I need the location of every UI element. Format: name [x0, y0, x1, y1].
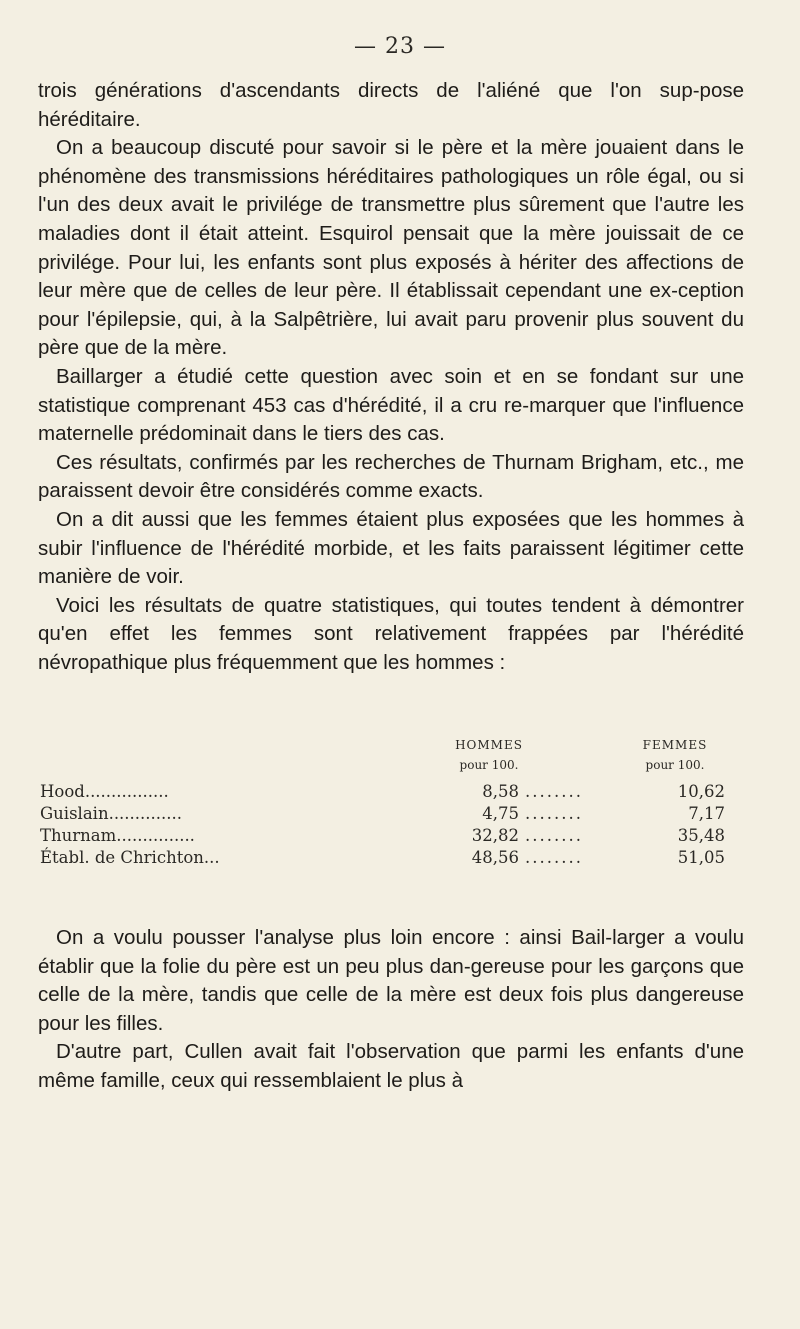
column-header-women [610, 735, 740, 775]
paragraph-femmes: On a dit aussi que les femmes étaient plus exposées que les hommes à subir l'influence de l'hérédité morbide, et les faits paraissent légitimer cette manière de voir. [38, 507, 744, 589]
table-row [40, 825, 740, 847]
table-header [40, 737, 740, 781]
row-leader-dots: ........ [525, 848, 583, 867]
paragraph-analyse: On a voulu pousser l'analyse plus loin encore : ainsi Bail-larger a voulu établir que la folie du père est un peu plus dan-gereuse pour les garçons que celle de la mère, tandis que celle de la mère est deux fois plus dangereuse pour les filles. [38, 926, 744, 1035]
row-women-value: 35,48 [677, 826, 725, 845]
table-row [40, 847, 740, 869]
page-number: — 23 — [354, 34, 446, 59]
table-row [40, 803, 740, 825]
paragraph-thurnam: Ces résultats, confirmés par les recherches de Thurnam Brigham, etc., me paraissent devoir être considérés comme exacts. [38, 450, 744, 503]
paragraph-cullen: D'autre part, Cullen avait fait l'observation que parmi les enfants d'une même famille, ceux qui ressemblaient le plus à [38, 1040, 744, 1092]
row-leader-dots: ........ [525, 804, 583, 823]
text-block-top [38, 77, 744, 677]
column-header-men [424, 735, 554, 775]
text-block-bottom [38, 924, 744, 1096]
row-women-value: 7,17 [688, 804, 725, 823]
column-header-men-label: HOMMES [455, 738, 523, 752]
column-header-women-label: FEMMES [642, 738, 708, 752]
row-source: Hood................ [40, 782, 169, 801]
row-women-value: 51,05 [677, 848, 725, 867]
row-source: Thurnam............... [40, 826, 195, 845]
row-men-value: 48,56 [471, 848, 519, 867]
table-row [40, 781, 740, 803]
column-header-men-unit: pour 100. [459, 758, 519, 772]
row-leader-dots: ........ [525, 782, 583, 801]
row-women-value: 10,62 [677, 782, 725, 801]
row-men-value: 32,82 [471, 826, 519, 845]
paragraph-esquirol: On a beaucoup discuté pour savoir si le père et la mère jouaient dans le phénomène des transmissions héréditaires pathologiques un rôle égal, ou si l'un des deux avait le privilége de transmettre plus sûrement que l'autre les maladies dont il était atteint. Esquirol pensait que la mère jouissait de ce privilége. Pour lui, les enfants sont plus exposés à hériter des affections de leur mère que de celles de leur père. Il établissait cependant une ex-ception pour l'épilepsie, qui, à la Salpêtrière, lui avait paru provenir plus souvent du père que de la mère. [38, 136, 744, 360]
statistics-table [40, 737, 740, 869]
row-men-value: 4,75 [482, 804, 519, 823]
paragraph-continuation: trois générations d'ascendants directs de l'aliéné que l'on sup-pose héréditaire. [38, 79, 744, 131]
row-men-value: 8,58 [482, 782, 519, 801]
paragraph-baillarger: Baillarger a étudié cette question avec soin et en se fondant sur une statistique comprenant 453 cas d'hérédité, il a cru re-marquer que l'influence maternelle prédominait dans le tiers des cas. [38, 364, 744, 446]
paragraph-statistiques-intro: Voici les résultats de quatre statistiques, qui toutes tendent à démontrer qu'en effet les femmes sont relativement frappées par l'hérédité névropathique plus fréquemment que les hommes : [38, 593, 744, 674]
row-source: Établ. de Chrichton... [40, 848, 220, 867]
column-header-women-unit: pour 100. [645, 758, 705, 772]
row-source: Guislain.............. [40, 804, 182, 823]
row-leader-dots: ........ [525, 826, 583, 845]
